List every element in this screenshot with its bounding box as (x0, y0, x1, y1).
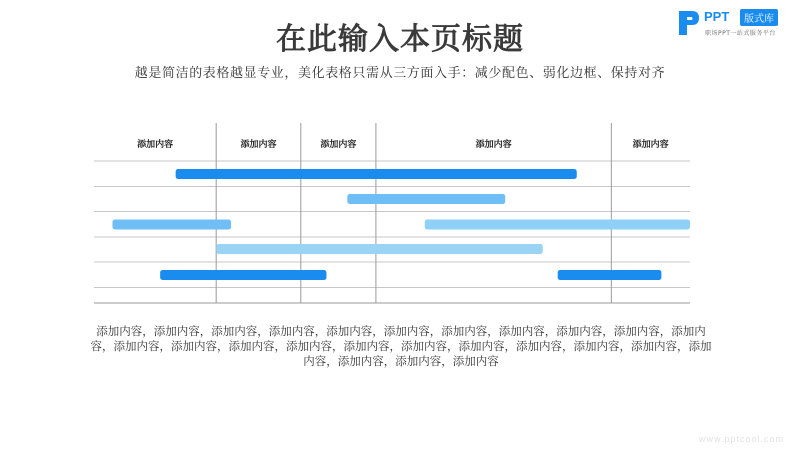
column-header: 添加内容 (320, 140, 357, 150)
gantt-bar (347, 194, 505, 204)
gantt-bar (112, 220, 231, 230)
gantt-bar (558, 270, 662, 280)
page-subtitle: 越是简洁的表格越显专业，美化表格只需从三方面入手：减少配色、弱化边框、保持对齐 (134, 66, 666, 81)
logo-wordmark: PPT (704, 9, 730, 24)
gantt-bar (160, 270, 326, 280)
column-header: 添加内容 (240, 140, 277, 150)
column-header: 添加内容 (137, 140, 174, 150)
gantt-bar (425, 220, 690, 230)
logo-tagline: 职场PPT一站式服务平台 (705, 30, 776, 37)
body-paragraph: 添加内容，添加内容，添加内容，添加内容，添加内容，添加内容，添加内容，添加内容，添加内容，添加内容，添加内容，添加内容，添加内容，添加内容，添加内容，添加内容，添加内容，添加内容，添加内容，添加内容，添加内容，添加内容，添加内容，添加内容，添加内容 (90, 324, 712, 368)
column-header: 添加内容 (475, 140, 512, 150)
logo-badge: 版式库 (740, 9, 778, 26)
gantt-bar (216, 244, 543, 254)
column-header: 添加内容 (632, 140, 669, 150)
watermark: www.pptcool.com (698, 434, 784, 444)
gantt-bar (176, 169, 577, 179)
page-title: 在此输入本页标题 (276, 22, 524, 57)
